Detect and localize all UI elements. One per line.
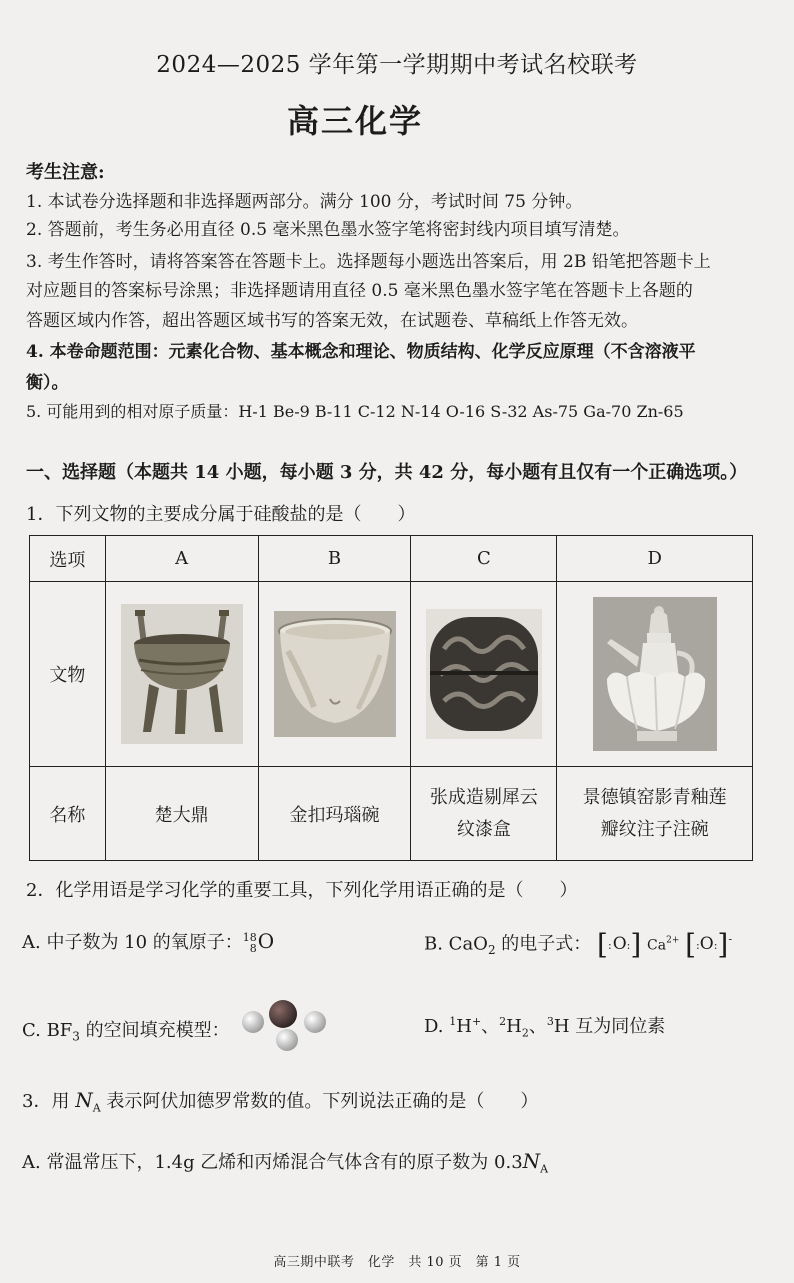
question-3-prefix: 3．用 — [22, 1091, 76, 1112]
row-header-relic: 文物 — [30, 582, 106, 767]
avogadro-symbol: N — [522, 1149, 541, 1173]
q2-option-b-rest: 的电子式： — [495, 933, 592, 955]
row-header-name: 名称 — [30, 767, 106, 861]
bronze-ding-image — [121, 604, 243, 744]
table-row — [30, 582, 753, 767]
q2-option-d — [424, 1012, 665, 1040]
element-symbol: H — [553, 1016, 570, 1037]
relic-a-cell — [105, 582, 258, 767]
relic-d-name-line: 瓣纹注子注碗 — [600, 818, 709, 840]
q2-option-d-text: D. — [424, 1016, 450, 1037]
relic-d-cell — [557, 582, 753, 767]
subscript: A — [92, 1101, 101, 1115]
subject-title: 高三化学 — [286, 102, 423, 140]
q2-option-d-rest: 互为同位素 — [569, 1016, 666, 1037]
element-symbol: H — [456, 1016, 472, 1037]
table-row — [30, 767, 753, 861]
right-bracket: ] — [717, 928, 729, 961]
left-bracket: [ — [597, 928, 608, 961]
exam-title: 2024—2025 学年第一学期期中考试名校联考 — [156, 52, 638, 78]
bf3-space-filling-model — [235, 994, 331, 1054]
oxygen-symbol: O — [699, 934, 714, 954]
q2-option-b-text: B. CaO — [424, 933, 488, 955]
oxygen-symbol: O — [612, 934, 627, 954]
element-symbol: O — [257, 929, 275, 953]
table-row — [30, 536, 753, 582]
relic-c-name-line: 张成造剔犀云 — [429, 786, 538, 808]
relic-b-name: 金扣玛瑙碗 — [258, 767, 411, 861]
relic-c-name — [411, 767, 557, 861]
question-3-stem — [22, 1087, 538, 1115]
q2-option-c — [22, 1008, 331, 1054]
charge: 2+ — [666, 935, 680, 946]
superscript: 1 — [449, 1015, 457, 1028]
electron-dot-oxygen: :O: — [696, 934, 718, 954]
relics-table — [29, 535, 753, 861]
relic-a-name: 楚大鼎 — [105, 767, 258, 861]
option-b-header: B — [258, 536, 411, 582]
q2-option-a — [22, 928, 274, 954]
option-d-header: D — [557, 536, 753, 582]
element-symbol: H — [506, 1016, 522, 1037]
relic-c-cell — [411, 582, 557, 767]
celadon-ewer-image — [593, 597, 717, 751]
avogadro-symbol: N — [75, 1088, 93, 1112]
lacquer-box-image — [426, 609, 542, 739]
atomic-number: 8 — [249, 942, 257, 955]
option-a-header: A — [105, 536, 258, 582]
q2-option-c-text: C. BF — [22, 1020, 73, 1041]
relic-d-name-line: 景德镇窑影青釉莲 — [582, 786, 727, 808]
q3-option-a-text: A. 常温常压下，1.4g 乙烯和丙烯混合气体含有的原子数为 0.3 — [22, 1152, 523, 1173]
q2-option-c-rest: 的空间填充模型： — [79, 1020, 230, 1041]
q2-option-a-text: A. 中子数为 10 的氧原子： — [22, 932, 243, 953]
charge: - — [728, 932, 733, 946]
notice-item: 答题区域内作答，超出答题区域书写的答案无效，在试题卷、草稿纸上作答无效。 — [26, 311, 638, 331]
notice-item: 5. 可能用到的相对原子质量：H-1 Be-9 B-11 C-12 N-14 O-16 S-32 As-75 Ga-70 Zn-65 — [26, 402, 684, 421]
subscript: 2 — [521, 1026, 529, 1040]
superscript: + — [471, 1015, 482, 1028]
separator: 、 — [528, 1016, 547, 1037]
option-c-header: C — [411, 536, 557, 582]
right-bracket: ] — [630, 928, 642, 961]
notice-title: 考生注意: — [26, 162, 105, 183]
notice-item: 4. 本卷命题范围：元素化合物、基本概念和理论、物质结构、化学反应原理（不含溶液平 — [26, 342, 696, 362]
left-bracket: [ — [685, 928, 697, 961]
question-1-stem: 1．下列文物的主要成分属于硅酸盐的是（ ） — [26, 504, 416, 525]
q3-option-a — [22, 1148, 548, 1176]
electron-dot-oxygen: :O: — [607, 934, 631, 954]
notice-item: 2. 答题前，考生务必用直径 0.5 毫米黑色墨水签字笔将密封线内项目填写清楚。 — [26, 220, 630, 240]
calcium-symbol: Ca — [647, 937, 667, 954]
subscript: 2 — [487, 943, 496, 958]
question-3-suffix: 表示阿伏加德罗常数的值。下列说法正确的是（ ） — [100, 1091, 539, 1112]
agate-bowl-image — [274, 611, 396, 737]
subscript: 3 — [72, 1029, 80, 1044]
isotope-notation — [243, 932, 257, 954]
relic-d-name — [557, 767, 753, 861]
subscript: A — [540, 1162, 549, 1176]
section-heading: 一、选择题（本题共 14 小题，每小题 3 分，共 42 分，每小题有且仅有一个正确选项。） — [26, 462, 748, 483]
row-header-option: 选项 — [30, 536, 106, 582]
notice-item: 对应题目的答案标号涂黑；非选择题请用直径 0.5 毫米黑色墨水签字笔在答题卡上各题的 — [26, 281, 693, 301]
relic-c-name-line: 纹漆盒 — [456, 818, 511, 840]
relic-b-cell — [258, 582, 411, 767]
superscript: 2 — [499, 1015, 507, 1028]
notice-item: 衡）。 — [26, 373, 69, 393]
q2-option-b — [424, 928, 732, 961]
page-footer: 高三期中联考 化学 共 10 页 第 1 页 — [273, 1255, 521, 1270]
mass-number: 18 — [242, 931, 257, 944]
notice-item: 1. 本试卷分选择题和非选择题两部分。满分 100 分，考试时间 75 分钟。 — [26, 192, 583, 212]
separator: 、 — [481, 1016, 500, 1037]
question-2-stem: 2．化学用语是学习化学的重要工具，下列化学用语正确的是（ ） — [26, 880, 578, 901]
superscript: 3 — [546, 1015, 554, 1028]
notice-item: 3. 考生作答时，请将答案答在答题卡上。选择题每小题选出答案后，用 2B 铅笔把答题卡上 — [26, 252, 711, 272]
